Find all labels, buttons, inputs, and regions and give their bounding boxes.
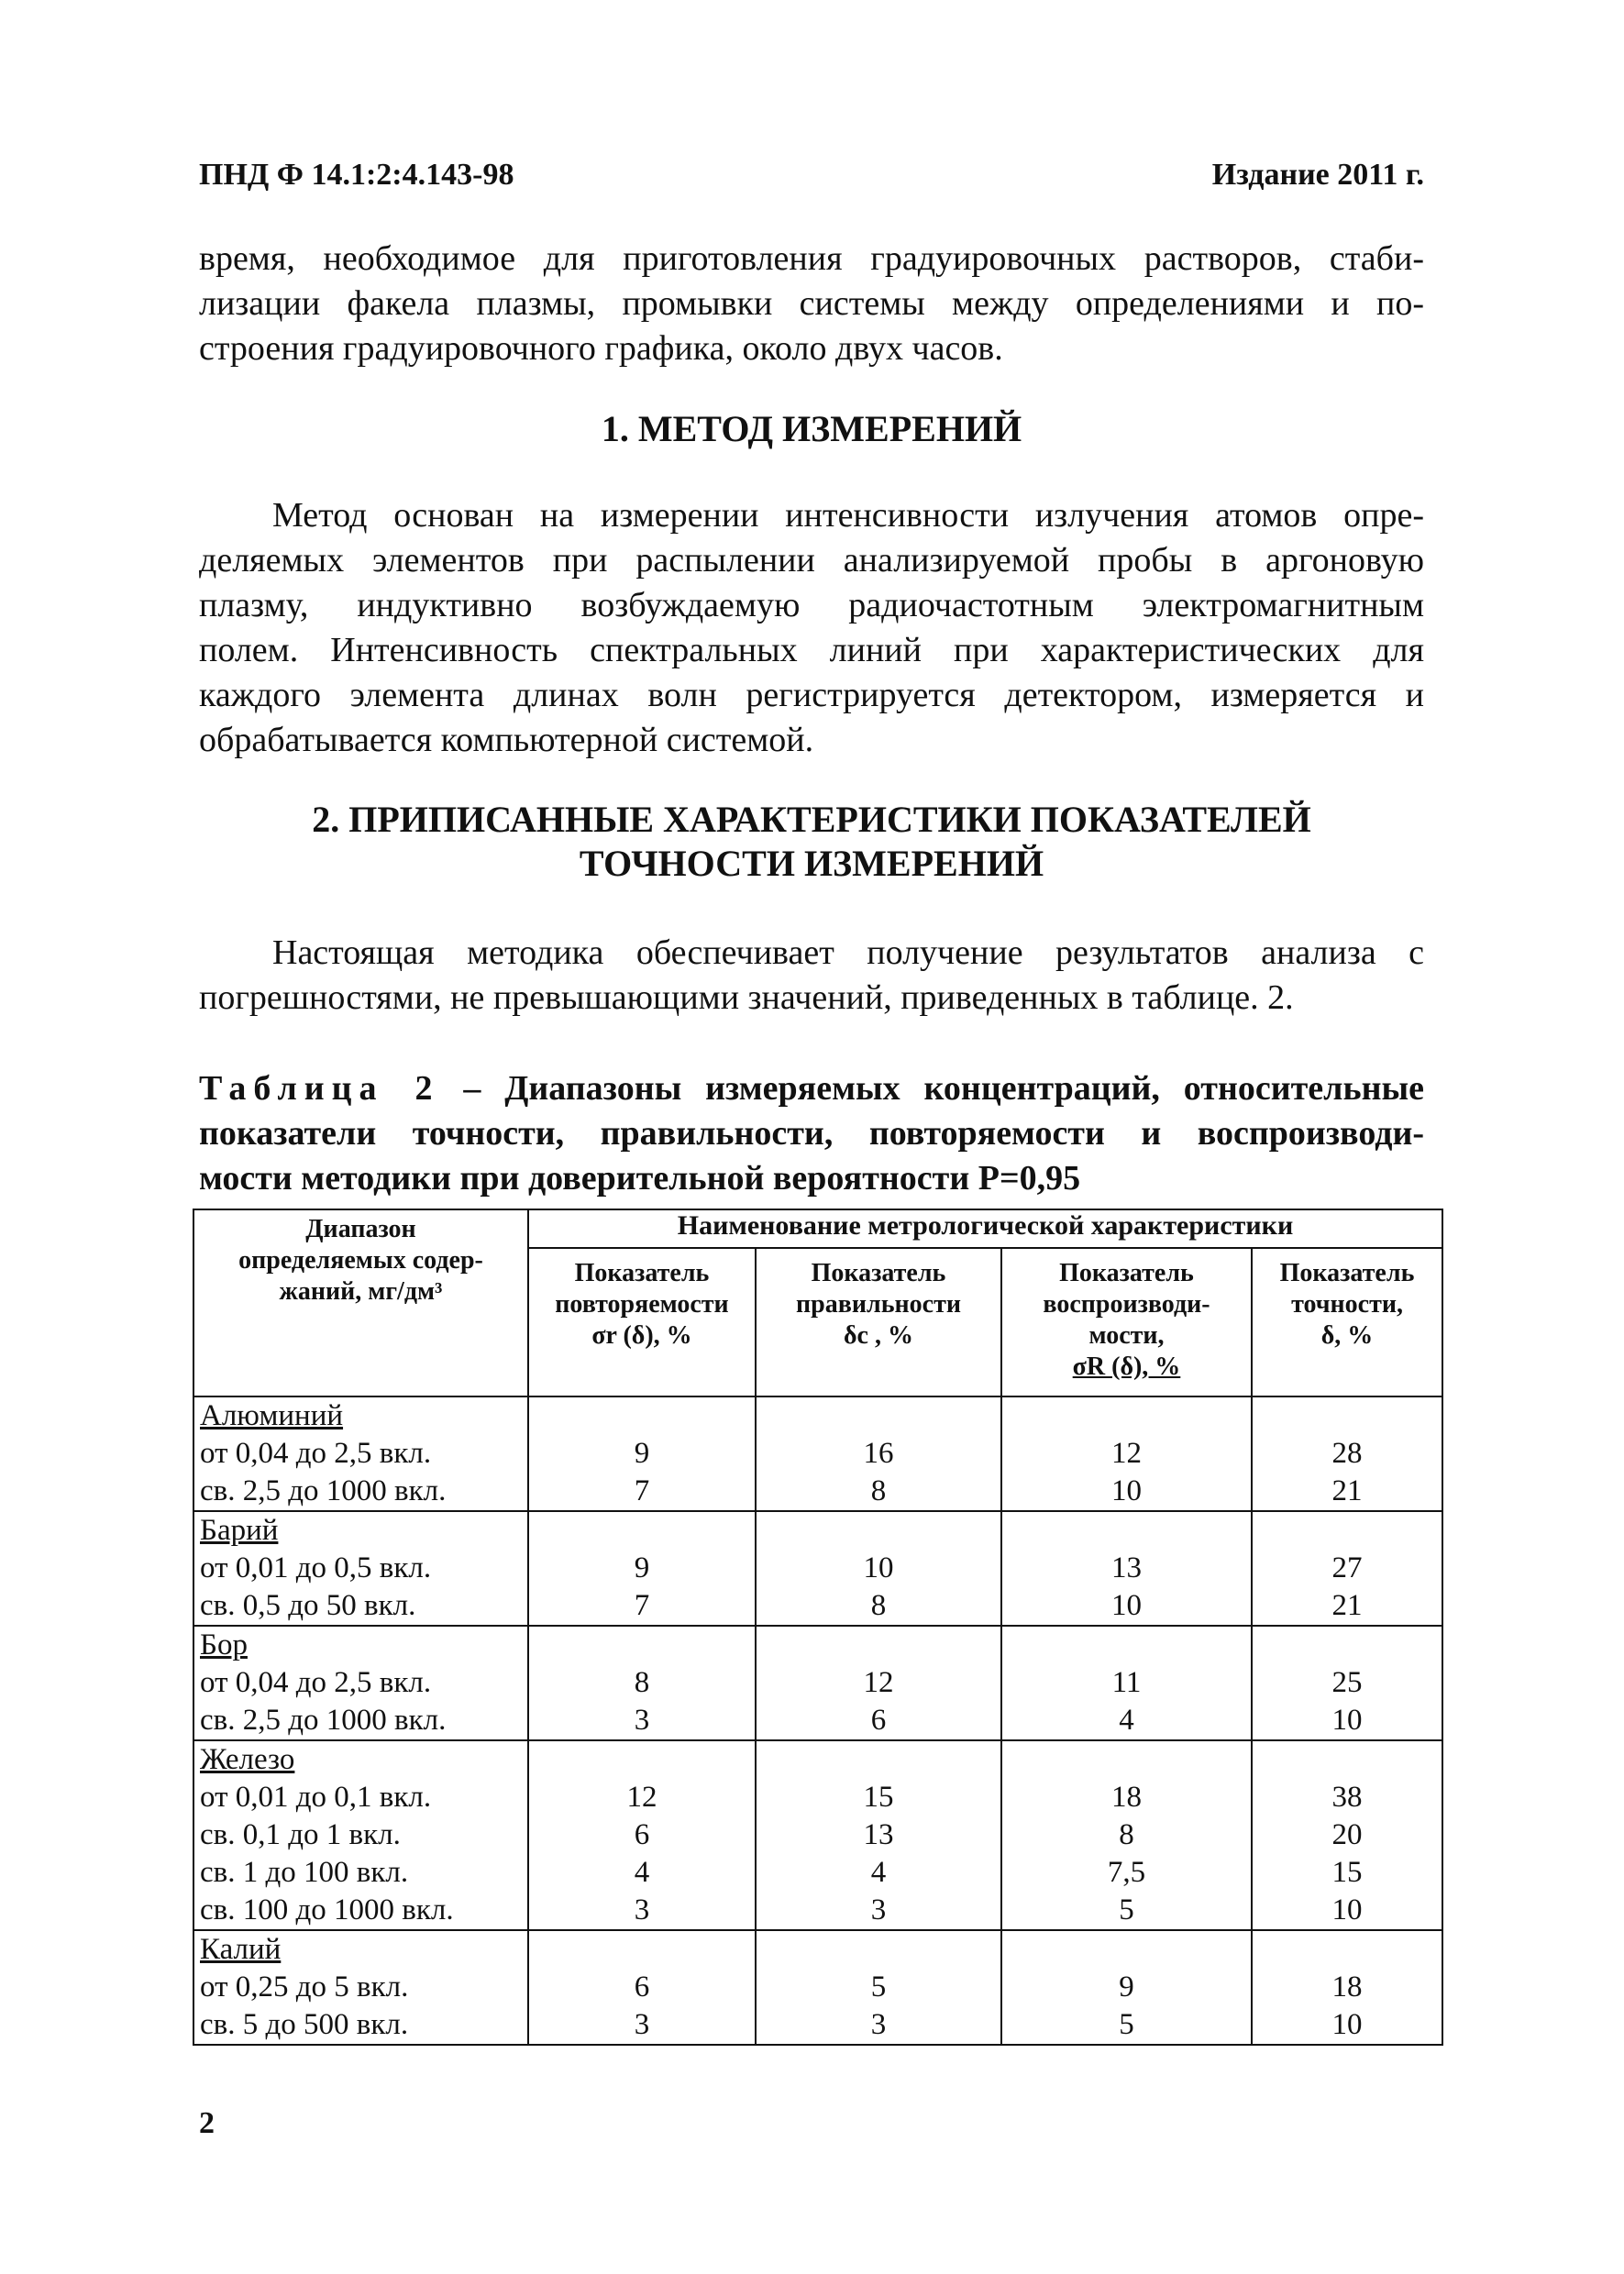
caption-line: Таблица 2 – Диапазоны измеряемых концентраций, относительные [199, 1069, 1424, 1108]
edition-label: Издание 2011 г. [1211, 158, 1424, 192]
trueness-cell: 5 3 [756, 1930, 1001, 2045]
section-2-paragraph [199, 931, 1424, 1021]
reproducibility-cell: 13 10 [1001, 1511, 1252, 1626]
metrology-table [193, 1209, 1443, 2046]
trueness-cell: 12 6 [756, 1626, 1001, 1740]
table-row [193, 1930, 1442, 2045]
reproducibility-column-header: Показатель воспроизводи- мости, σR (δ), % [1001, 1248, 1252, 1396]
intro-paragraph [199, 237, 1424, 371]
text-line: обрабатывается компьютерной системой. [199, 721, 814, 759]
text-line: Настоящая методика обеспечивает получение результатов анализа с [272, 933, 1424, 972]
trueness-cell: 15 13 4 3 [756, 1740, 1001, 1930]
trueness-column-header: Показатель правильности δc , % [756, 1248, 1001, 1396]
reproducibility-cell: 9 5 [1001, 1930, 1252, 2045]
element-name: Барий [200, 1514, 279, 1547]
text-line: плазму, индуктивно возбуждаемую радиочастотным электромагнитным [199, 586, 1424, 624]
reproducibility-cell: 12 10 [1001, 1396, 1252, 1511]
repeatability-cell: 9 7 [528, 1511, 756, 1626]
accuracy-cell: 25 10 [1252, 1626, 1442, 1740]
text-line: полем. Интенсивность спектральных линий при характеристических для [199, 631, 1424, 669]
repeatability-cell: 6 3 [528, 1930, 756, 2045]
range-cell: Калий от 0,25 до 5 вкл. св. 5 до 500 вкл. [193, 1930, 528, 2045]
page-number: 2 [199, 2106, 215, 2140]
page-header [199, 158, 1424, 204]
table-caption [199, 1066, 1424, 1201]
characteristics-group-header: Наименование метрологической характеристики [528, 1209, 1442, 1248]
text-line: Метод основан на измерении интенсивности излучения атомов опре- [272, 496, 1424, 535]
repeatability-cell: 9 7 [528, 1396, 756, 1511]
table-label: Таблица 2 [199, 1069, 440, 1108]
accuracy-cell: 18 10 [1252, 1930, 1442, 2045]
text-line: каждого элемента длинах волн регистрируется детектором, измеряется и [199, 676, 1424, 714]
text-line: время, необходимое для приготовления градуировочных растворов, стаби- [199, 239, 1424, 278]
range-column-header: Диапазон определяемых содер- жаний, мг/дм³ [193, 1209, 528, 1396]
element-name: Калий [200, 1933, 282, 1966]
table-row [193, 1626, 1442, 1740]
table-row [193, 1511, 1442, 1626]
document-code: ПНД Ф 14.1:2:4.143-98 [199, 158, 514, 192]
range-cell: Железо от 0,01 до 0,1 вкл. св. 0,1 до 1 вкл. св. 1 до 100 вкл. св. 100 до 1000 вкл. [193, 1740, 528, 1930]
trueness-cell: 10 8 [756, 1511, 1001, 1626]
section-1-paragraph [199, 493, 1424, 763]
reproducibility-cell: 18 8 7,5 5 [1001, 1740, 1252, 1930]
range-cell: Алюминий от 0,04 до 2,5 вкл. св. 2,5 до 1000 вкл. [193, 1396, 528, 1511]
repeatability-column-header: Показатель повторяемости σr (δ), % [528, 1248, 756, 1396]
reproducibility-cell: 11 4 [1001, 1626, 1252, 1740]
text-line: погрешностями, не превышающими значений, приведенных в таблице. 2. [199, 978, 1294, 1017]
text-line: деляемых элементов при распылении анализируемой пробы в аргоновую [199, 541, 1424, 580]
accuracy-cell: 27 21 [1252, 1511, 1442, 1626]
range-cell: Бор от 0,04 до 2,5 вкл. св. 2,5 до 1000 вкл. [193, 1626, 528, 1740]
accuracy-column-header: Показатель точности, δ, % [1252, 1248, 1442, 1396]
table-row [193, 1740, 1442, 1930]
caption-line: показатели точности, правильности, повторяемости и воспроизводи- [199, 1114, 1424, 1153]
accuracy-cell: 38 20 15 10 [1252, 1740, 1442, 1930]
element-name: Алюминий [200, 1399, 344, 1432]
range-cell: Барий от 0,01 до 0,5 вкл. св. 0,5 до 50 вкл. [193, 1511, 528, 1626]
accuracy-cell: 28 21 [1252, 1396, 1442, 1511]
text-line: лизации факела плазмы, промывки системы между определениями и по- [199, 284, 1424, 323]
repeatability-cell: 8 3 [528, 1626, 756, 1740]
text-line: строения градуировочного графика, около двух часов. [199, 329, 1003, 368]
element-name: Бор [200, 1628, 248, 1661]
table-body [193, 1396, 1442, 2045]
table-row [193, 1396, 1442, 1511]
section-2-title: 2. ПРИПИСАННЫЕ ХАРАКТЕРИСТИКИ ПОКАЗАТЕЛЕЙ ТОЧНОСТИ ИЗМЕРЕНИЙ [312, 799, 1311, 884]
trueness-cell: 16 8 [756, 1396, 1001, 1511]
caption-line: мости методики при доверительной вероятности Р=0,95 [199, 1159, 1081, 1198]
section-1-title: 1. МЕТОД ИЗМЕРЕНИЙ [601, 408, 1022, 449]
element-name: Железо [200, 1743, 295, 1776]
repeatability-cell: 12 6 4 3 [528, 1740, 756, 1930]
